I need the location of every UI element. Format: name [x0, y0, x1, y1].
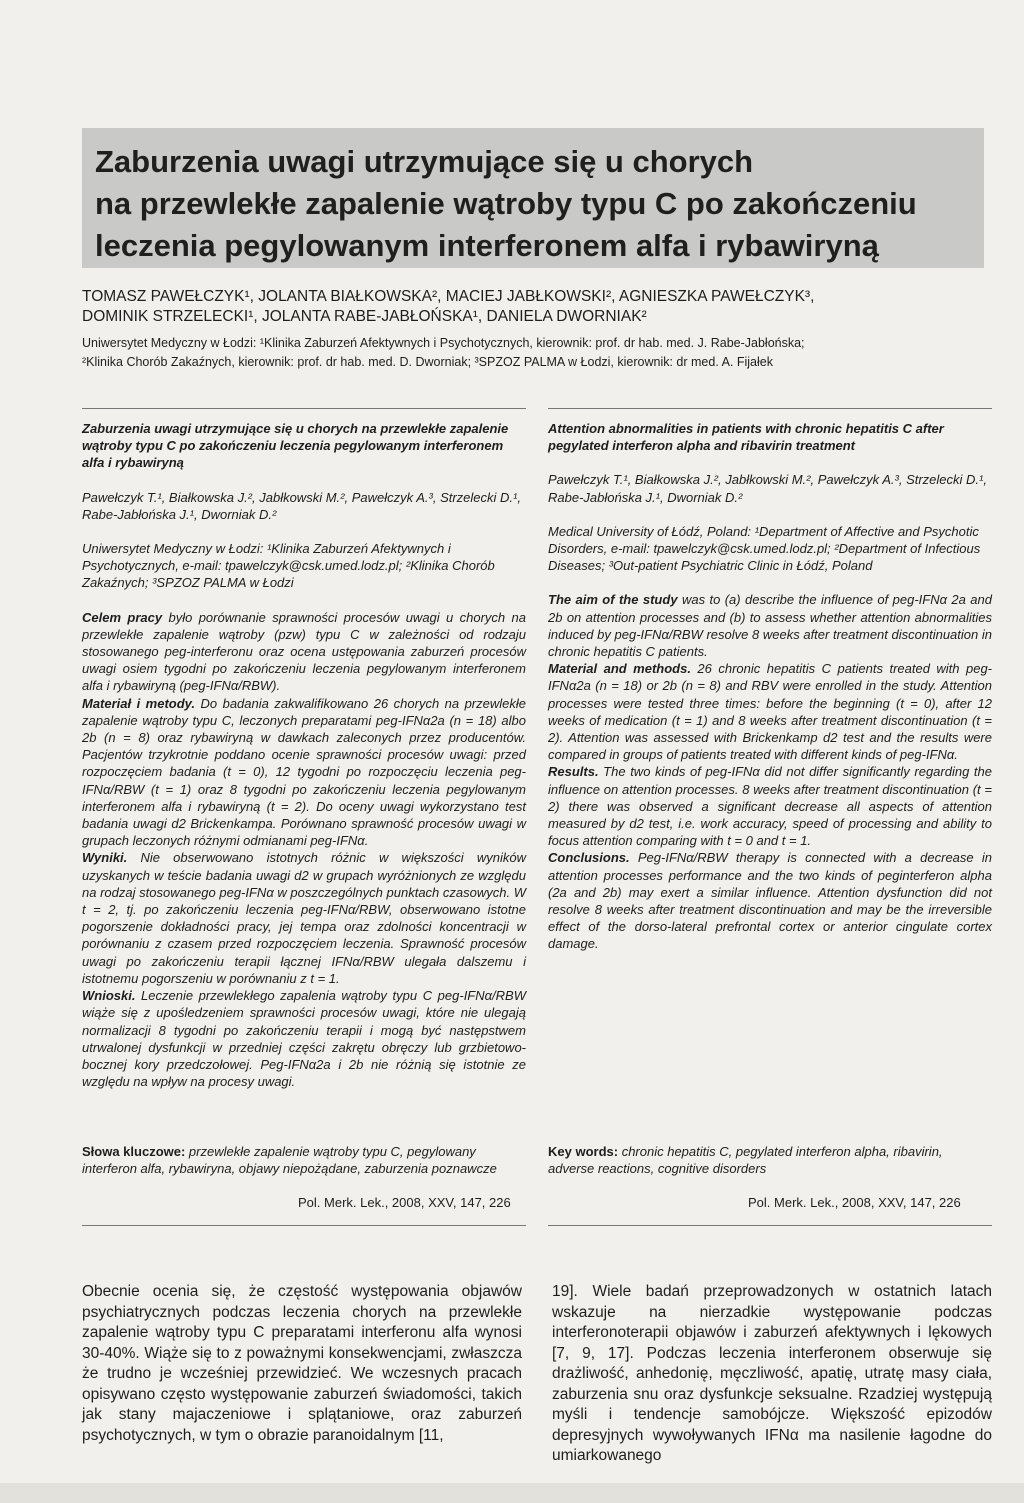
abstract-methods [548, 660, 992, 763]
methods-text: Do badania zakwalifikowano 26 chorych na przewlekłe zapalenie wątroby typu C, leczonych preparatami peg-IFNα2a (n = 18) albo 2b (n = 8) oraz rybawiryną w dawkach zaleconych przez producentów. Pacjentów trzykrotnie poddano ocenie sprawności procesów uwagi: przed rozpoczęciem badania (t = 0), 12 tygodni po rozpoczęciu leczenia peg-IFNα/RBW (t = 1) oraz 8 tygodni po zakończeniu leczenia pegylowanym interferonem alfa i rybawiryną (t = 2). Do oceny uwagi wykorzystano test badania uwagi d2 Brickenkampa. Porównano sprawność procesów uwagi w grupach leczonych różnymi odmianami peg-IFNα. [82, 695, 526, 849]
abstract-affiliation: Medical University of Łódź, Poland: ¹Department of Affective and Psychotic Disorders, e-mail: tpawelczyk@csk.umed.lodz.pl; ²Department of Infectious Diseases; ³Out-patient Psychiatric Clinic in Łódź, Poland [548, 523, 981, 574]
keywords-text: chronic hepatitis C, pegylated interferon alpha, ribavirin, adverse reactions, cognitive disorders [548, 1144, 943, 1177]
divider [82, 408, 526, 409]
affiliation-line: ²Klinika Chorób Zakaźnych, kierownik: prof. dr hab. med. D. Dworniak; ³SPZOZ PALMA w Łodzi, kierownik: dr med. A. Fijałek [82, 355, 773, 369]
abstract-aim [548, 591, 992, 660]
aim-label: Celem pracy [82, 609, 163, 625]
page-edge [0, 1483, 1024, 1503]
affiliations [82, 334, 992, 372]
abstract-results [82, 849, 526, 987]
abstract-aim [82, 609, 526, 695]
body-column-right [552, 1282, 992, 1467]
abstract-polish [82, 420, 526, 1090]
body-column-left [82, 1282, 522, 1446]
results-label: Results. [548, 764, 599, 780]
keywords-label: Słowa kluczowe: [82, 1144, 186, 1159]
article-title [95, 141, 980, 267]
aim-label: The aim of the study [548, 592, 678, 608]
affiliation-line: Uniwersytet Medyczny w Łodzi: ¹Klinika Zaburzeń Afektywnych i Psychotycznych, kierownik: prof. dr hab. med. J. Rabe-Jabłońska; [82, 336, 805, 350]
divider [82, 1225, 526, 1226]
title-line: na przewlekłe zapalenie wątroby typu C po zakończeniu [95, 186, 917, 221]
title-line: leczenia pegylowanym interferonem alfa i rybawiryną [95, 228, 879, 263]
abstract-authors: Pawełczyk T.¹, Białkowska J.², Jabłkowski M.², Pawełczyk A.³, Strzelecki D.¹, Rabe-Jabłońska J.¹, Dworniak D.² [82, 489, 521, 522]
aim-text: było porównanie sprawności procesów uwagi u chorych na przewlekłe zapalenie wątroby (pzw) typu C w zależności od rodzaju stosowanego peg-interferonu oraz ocena ustępowania zaburzeń procesów uwagi osiem tygodni po zakończeniu leczenia pegylowanym interferonem alfa i rybawiryną (peg-IFNα/RBW). [82, 609, 527, 694]
keywords-polish [82, 1143, 526, 1177]
abstract-methods [82, 695, 526, 850]
author-line: DOMINIK STRZELECKI¹, JOLANTA RABE-JABŁOŃSKA¹, DANIELA DWORNIAK² [82, 308, 647, 325]
methods-text: 26 chronic hepatitis C patients treated with peg-IFNα2a (n = 18) or 2b (n = 8) and RBV were enrolled in the study. Attention processes were tested three times: before the beginning (t = 0), after 12 weeks of medication (t = 1) and 8 weeks after treatment discontinuation (t = 2). Attention was assessed with Brickenkamp d2 test and the results were compared in groups of patients treated with different kinds of peg-IFNα. [548, 661, 993, 763]
abstract-conclusions [548, 849, 992, 952]
aim-text: was to (a) describe the influence of peg-IFNα 2a and 2b on attention processes and (b) to assess whether attention abnormalities induced by peg-IFNα/RBW resolve 8 weeks after treatment discontinuation in chronic hepatitis C patients. [548, 592, 992, 660]
conclusions-text: Leczenie przewlekłego zapalenia wątroby typu C peg-IFNα/RBW wiąże się z upośledzeniem sprawności procesów uwagi, które nie ulegają normalizacji 8 tygodni po zakończeniu terapii i mogą być następstwem utrwalonej dysfunkcji w przedniej części zakrętu obręczy lub grzbietowo-bocznej kory przedczołowej. Peg-IFNα2a i 2b nie różnią się istotnie ze względu na wpływ na procesy uwagi. [82, 988, 526, 1090]
abstract-conclusions [82, 987, 526, 1090]
conclusions-label: Conclusions. [548, 850, 630, 866]
methods-label: Material and methods. [548, 661, 691, 677]
divider [548, 1225, 992, 1226]
methods-label: Materiał i metody. [82, 695, 196, 711]
abstract-authors: Pawełczyk T.¹, Białkowska J.², Jabłkowski M.², Pawełczyk A.³, Strzelecki D.¹, Rabe-Jabłońska J.¹, Dworniak D.² [548, 472, 987, 505]
results-label: Wyniki. [82, 850, 128, 866]
abstract-title: Attention abnormalities in patients with chronic hepatitis C after pegylated interferon alpha and ribavirin treatment [548, 421, 944, 454]
citation-english: Pol. Merk. Lek., 2008, XXV, 147, 226 [748, 1195, 961, 1210]
results-text: Nie obserwowano istotnych różnic w większości wyników uzyskanych w teście badania uwagi d2 w grupach wyróżnionych ze względu na rodzaj stosowanego peg-IFNα w poszczególnych punktach czasowych. W t = 2, tj. po zakończeniu leczenia peg-IFNα/RBW, obserwowano istotne pogorszenie dokładności pracy, jej tempa oraz zdolności koncentracji w porównaniu z czasem przed rozpoczęciem leczenia. Sprawność procesów uwagi po zakończeniu terapii łącznej IFNα/RBW ulegała dalszemu i istotnemu pogorszeniu w porównaniu z t = 1. [82, 850, 526, 986]
body-paragraph: 19]. Wiele badań przeprowadzonych w ostatnich latach wskazuje na nierzadkie występowanie podczas interferonoterapii objawów i zaburzeń afektywnych i lękowych [7, 9, 17]. Podczas leczenia interferonem obserwuje się drażliwość, anhedonię, męczliwość, apatię, utratę masy ciała, zaburzenia snu oraz dysfunkcje seksualne. Rzadziej występują myśli i tendencje samobójcze. Większość epizodów depresyjnych wywoływanych IFNα ma nasilenie łagodne do umiarkowanego [552, 1283, 992, 1464]
body-paragraph: Obecnie ocenia się, że częstość występowania objawów psychiatrycznych podczas leczenia chorych na przewlekłe zapalenie wątroby typu C preparatami interferonu alfa wynosi 30-40%. Wiąże się to z poważnymi konsekwencjami, zwłaszcza że trudno je wcześniej przewidzieć. We wczesnych pracach opisywano często występowanie zaburzeń świadomości, takich jak stany majaczeniowe i splątaniowe, oraz zaburzeń psychotycznych, w tym o obrazie paranoidalnym [11, [82, 1283, 522, 1444]
keywords-text: przewlekłe zapalenie wątroby typu C, pegylowany interferon alfa, rybawiryna, objawy niepożądane, zaburzenia poznawcze [82, 1144, 497, 1177]
title-line: Zaburzenia uwagi utrzymujące się u chorych [95, 144, 754, 179]
abstract-affiliation: Uniwersytet Medyczny w Łodzi: ¹Klinika Zaburzeń Afektywnych i Psychotycznych, e-mail: tpawelczyk@csk.umed.lodz.pl; ²Klinika Chorób Zakaźnych; ³SPZOZ PALMA w Łodzi [82, 541, 495, 591]
author-line: TOMASZ PAWEŁCZYK¹, JOLANTA BIAŁKOWSKA², MACIEJ JABŁKOWSKI², AGNIESZKA PAWEŁCZYK³, [82, 288, 815, 305]
abstract-english [548, 420, 992, 953]
citation-polish: Pol. Merk. Lek., 2008, XXV, 147, 226 [298, 1195, 511, 1210]
author-list [82, 287, 992, 327]
conclusions-text: Peg-IFNα/RBW therapy is connected with a decrease in attention processes performance and the two kinds of peginterferon alpha (2a and 2b) may exert a similar influence. Attention dysfunction did not resolve 8 weeks after treatment discontinuation and may be the irreversible effect of the dorso-lateral prefrontal cortex or anterior cingulate cortex damage. [548, 850, 992, 952]
divider [548, 408, 992, 409]
keywords-english [548, 1143, 992, 1177]
keywords-label: Key words: [548, 1144, 619, 1159]
results-text: The two kinds of peg-IFNα did not differ significantly regarding the influence on attention processes. 8 weeks after treatment discontinuation (t = 2) there was observed a significant decrease all aspects of attention measured by d2 test, i.e. work accuracy, speed of processing and ability to focus attention comparing with t = 0 and t = 1. [548, 764, 992, 849]
conclusions-label: Wnioski. [82, 988, 136, 1004]
abstract-title: Zaburzenia uwagi utrzymujące się u chorych na przewlekłe zapalenie wątroby typu C po zakończeniu leczenia pegylowanym interferonem alfa i rybawiryną [82, 421, 509, 471]
abstract-results [548, 763, 992, 849]
